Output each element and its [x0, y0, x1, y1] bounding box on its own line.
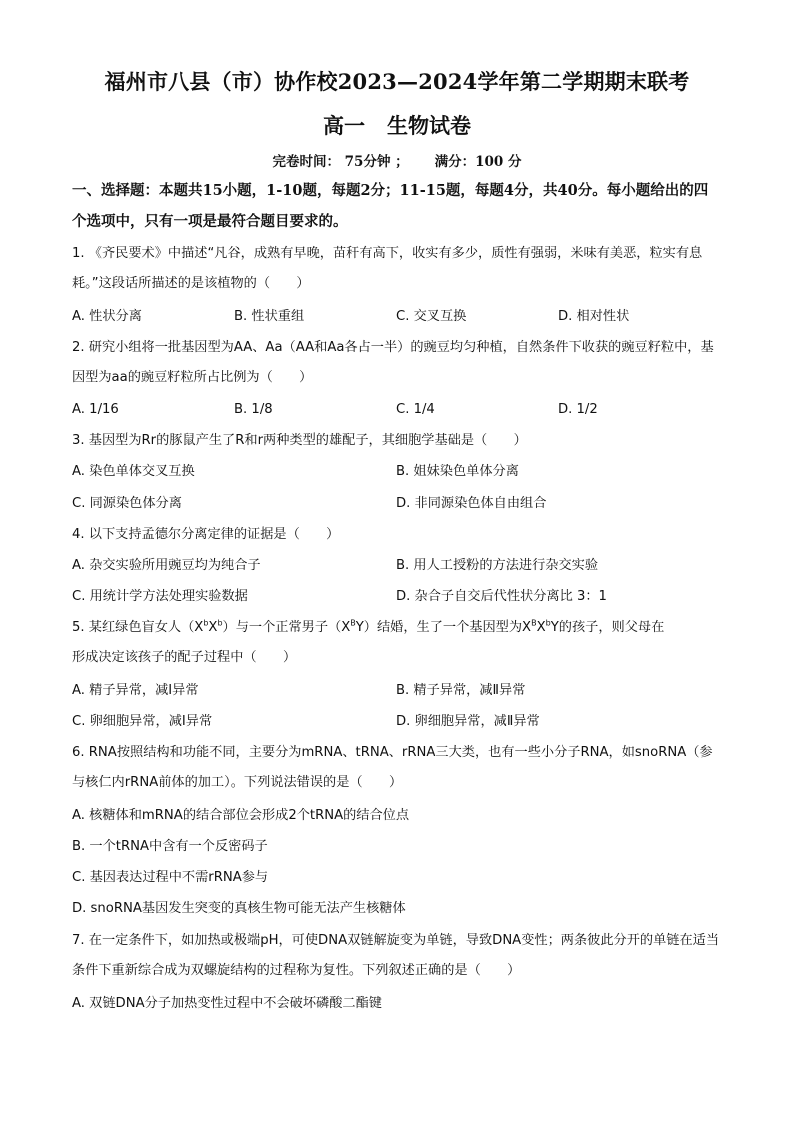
subject-label: 生物试卷 [387, 113, 471, 138]
option-b: B. 1/8 [234, 402, 273, 417]
question-6-option-d: D. snoRNA基因发生突变的真核生物可能无法产生核糖体 [72, 901, 406, 916]
question-3-stem: 3. 基因型为Rr的豚鼠产生了R和r两种类型的雄配子，其细胞学基础是（ ） [72, 433, 527, 448]
exam-time: 完卷时间： 75分钟 ； [272, 154, 409, 170]
option-a: A. 性状分离 [72, 309, 142, 324]
option-b: B. 用人工授粉的方法进行杂交实验 [396, 558, 599, 573]
option-d: D. 1/2 [558, 402, 598, 417]
option-b: B. 姐妹染色单体分离 [396, 464, 519, 479]
option-d: D. 相对性状 [558, 309, 630, 324]
option-c: C. 1/4 [396, 402, 435, 417]
exam-subtitle [0, 110, 794, 140]
question-4-stem: 4. 以下支持孟德尔分离定律的证据是（ ） [72, 527, 340, 542]
exam-meta [0, 150, 794, 170]
question-6-option-c: C. 基因表达过程中不需rRNA参与 [72, 870, 269, 885]
option-d: D. 杂合子自交后代性状分离比 3：1 [396, 589, 607, 604]
option-a: A. 染色单体交叉互换 [72, 464, 195, 479]
question-3-options-row2 [72, 489, 724, 519]
exam-score: 满分：100 分 [434, 154, 522, 170]
question-4-options-row2 [72, 582, 724, 612]
exam-title: 福州市八县（市）协作校2023—2024学年第二学期期末联考 [104, 69, 690, 94]
grade-label: 高一 [323, 113, 365, 138]
option-b: B. 性状重组 [234, 309, 305, 324]
question-5-stem-line1: 5. 某红绿色盲女人$(X^bX^b)$与一个正常男子$(X^BY)$结婚，生了一个基因型为$X^BX^bY$的孩子，则父母在 [72, 618, 665, 635]
question-5-options-row2 [72, 707, 724, 737]
question-2-options [72, 395, 724, 425]
option-c: C. 用统计学方法处理实验数据 [72, 589, 248, 604]
question-3-options-row1 [72, 457, 724, 487]
option-d: D. 非同源染色体自由组合 [396, 496, 547, 511]
question-4-options-row1 [72, 551, 724, 581]
question-1-options [72, 302, 724, 332]
option-d: D. 卵细胞异常，减Ⅱ异常 [396, 714, 540, 729]
question-5-stem [72, 613, 724, 673]
option-c: C. 同源染色体分离 [72, 496, 182, 511]
question-5-stem-line2: 形成决定该孩子的配子过程中（ ） [72, 650, 297, 665]
question-6-stem: 6. RNA按照结构和功能不同，主要分为mRNA、tRNA、rRNA三大类，也有一些小分子RNA，如snoRNA（参与核仁内rRNA前体的加工）。下列说法错误的是（ ） [72, 745, 713, 790]
option-c: C. 卵细胞异常，减Ⅰ异常 [72, 714, 213, 729]
option-a: A. 精子异常，减Ⅰ异常 [72, 683, 199, 698]
question-1-stem: 1. 《齐民要术》中描述“凡谷，成熟有早晚，苗秆有高下，收实有多少，质性有强弱，米味有美恶，粒实有息耗。”这段话所描述的是该植物的（ ） [72, 246, 703, 291]
question-5-options-row1 [72, 676, 724, 706]
option-a: A. 杂交实验所用豌豆均为纯合子 [72, 558, 261, 573]
question-6-option-b: B. 一个tRNA中含有一个反密码子 [72, 839, 268, 854]
option-c: C. 交叉互换 [396, 309, 467, 324]
question-2-stem: 2. 研究小组将一批基因型为AA、Aa（AA和Aa各占一半）的豌豆均匀种植，自然条件下收获的豌豆籽粒中，基因型为aa的豌豆籽粒所占比例为（ ） [72, 340, 714, 385]
question-6-option-a: A. 核糖体和mRNA的结合部位会形成2个tRNA的结合位点 [72, 808, 410, 823]
question-7-stem: 7. 在一定条件下，如加热或极端pH，可使DNA双链解旋变为单链，导致DNA变性；两条彼此分开的单链在适当条件下重新综合成为双螺旋结构的过程称为复性。下列叙述正确的是（ ） [72, 933, 720, 978]
question-7-option-a: A. 双链DNA分子加热变性过程中不会破坏磷酸二酯键 [72, 996, 382, 1011]
section-heading: 一、选择题：本题共15小题，1-10题，每题2分；11-15题，每题4分，共40分。每小题给出的四个选项中，只有一项是最符合题目要求的。 [72, 182, 709, 230]
option-a: A. 1/16 [72, 402, 119, 417]
option-b: B. 精子异常，减Ⅱ异常 [396, 683, 526, 698]
